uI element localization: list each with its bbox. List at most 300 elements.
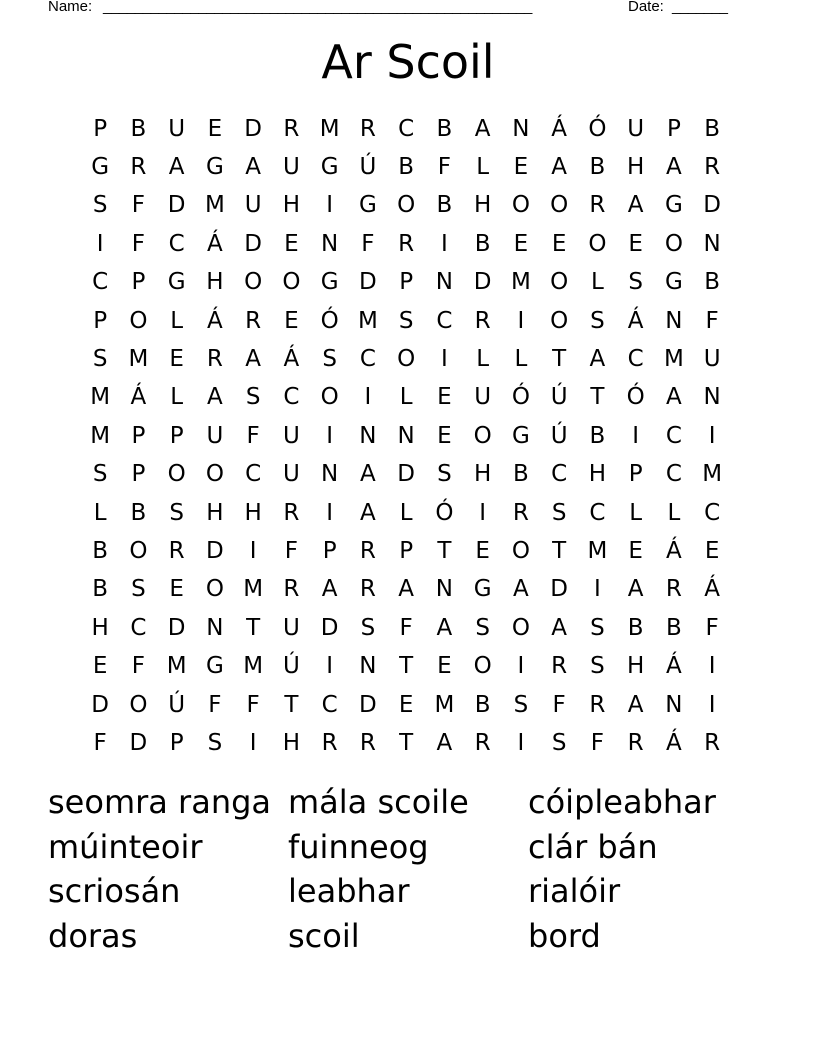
grid-letter: B [92, 576, 109, 603]
grid-letter: B [704, 269, 721, 296]
grid-letter: R [130, 154, 147, 181]
grid-letter: P [628, 461, 643, 488]
grid-letter: D [206, 537, 224, 564]
grid-letter: F [131, 230, 145, 257]
grid-letter: S [590, 307, 605, 334]
grid-letter: M [90, 422, 111, 449]
grid-letter: Ó [588, 115, 607, 142]
grid-letter: I [440, 346, 448, 373]
grid-letter: I [440, 230, 448, 257]
grid-letter: F [705, 307, 719, 334]
grid-letter: N [665, 691, 683, 718]
grid-letter: P [131, 269, 146, 296]
grid-letter: A [360, 499, 376, 526]
grid-letter: Á [207, 230, 223, 257]
grid-letter: A [551, 154, 567, 181]
grid-letter: N [435, 576, 453, 603]
grid-letter: D [167, 192, 186, 219]
grid-letter: C [321, 691, 338, 718]
grid-letter: P [131, 461, 146, 488]
grid-letter: N [359, 422, 377, 449]
grid-letter: R [283, 576, 300, 603]
grid-letter: I [517, 307, 525, 334]
grid-letter: A [666, 154, 682, 181]
grid-letter: I [517, 653, 525, 680]
grid-letter: O [244, 269, 263, 296]
grid-letter: A [168, 154, 185, 181]
grid-letter: T [437, 537, 452, 564]
grid-letter: O [320, 384, 339, 411]
word-list-item: mála scoile [288, 783, 469, 821]
grid-letter: R [245, 307, 262, 334]
grid-letter: M [434, 691, 455, 718]
grid-letter: A [627, 192, 644, 219]
grid-letter: D [244, 115, 262, 142]
grid-letter: C [130, 614, 147, 641]
grid-letter: D [167, 614, 186, 641]
grid-letter: U [474, 384, 492, 411]
grid-letter: S [513, 691, 529, 718]
grid-letter: C [704, 499, 721, 526]
grid-letter: R [704, 729, 721, 756]
grid-letter: E [207, 115, 223, 142]
grid-letter: I [249, 537, 257, 564]
grid-letter: O [282, 269, 301, 296]
grid-letter: R [321, 729, 338, 756]
grid-letter: O [588, 230, 607, 257]
grid-letter: S [245, 384, 261, 411]
grid-letter: U [627, 115, 645, 142]
grid-letter: C [665, 461, 682, 488]
grid-letter: O [550, 192, 569, 219]
grid-letter: H [244, 499, 262, 526]
grid-letter: C [283, 384, 300, 411]
grid-letter: P [93, 307, 108, 334]
grid-letter: F [399, 614, 413, 641]
grid-letter: C [398, 115, 415, 142]
grid-letter: Ú [550, 422, 568, 449]
grid-letter: S [92, 461, 108, 488]
grid-letter: L [629, 499, 643, 526]
grid-letter: O [167, 461, 186, 488]
grid-letter: L [170, 384, 184, 411]
grid-letter: S [551, 729, 567, 756]
grid-letter: A [474, 115, 491, 142]
grid-letter: M [243, 653, 264, 680]
grid-letter: I [326, 192, 334, 219]
grid-letter: N [359, 653, 377, 680]
date-label: Date: [628, 0, 664, 15]
grid-letter: U [168, 115, 186, 142]
grid-letter: B [92, 537, 109, 564]
word-list [48, 780, 748, 958]
grid-letter: O [511, 537, 530, 564]
grid-letter: I [479, 499, 487, 526]
grid-letter: C [168, 230, 185, 257]
grid-letter: M [128, 346, 149, 373]
grid-letter: I [249, 729, 257, 756]
grid-letter: D [703, 192, 721, 219]
grid-letter: I [708, 653, 716, 680]
grid-letter: P [93, 115, 108, 142]
grid-letter: B [130, 115, 147, 142]
grid-letter: L [399, 499, 413, 526]
grid-letter: E [92, 653, 108, 680]
grid-letter: L [93, 499, 107, 526]
word-list-item: clár bán [528, 827, 658, 866]
grid-letter: R [512, 499, 529, 526]
grid-letter: U [282, 422, 300, 449]
grid-letter: R [359, 729, 376, 756]
grid-letter: E [437, 422, 452, 449]
grid-letter: H [206, 499, 224, 526]
grid-letter: I [326, 422, 334, 449]
grid-letter: G [91, 154, 110, 181]
grid-letter: S [437, 461, 452, 488]
grid-letter: R [704, 154, 721, 181]
grid-letter: F [590, 729, 604, 756]
grid-letter: G [664, 269, 683, 296]
grid-letter: L [476, 346, 490, 373]
word-search-grid [81, 110, 731, 763]
grid-letter: P [322, 537, 337, 564]
grid-letter: I [326, 499, 334, 526]
grid-letter: D [397, 461, 415, 488]
grid-letter: R [474, 307, 491, 334]
grid-letter: F [284, 537, 298, 564]
grid-letter: I [517, 729, 525, 756]
grid-letter: T [399, 653, 414, 680]
grid-letter: T [246, 614, 261, 641]
grid-letter: F [246, 691, 260, 718]
grid-letter: O [205, 461, 224, 488]
grid-letter: I [96, 230, 104, 257]
grid-letter: C [551, 461, 568, 488]
grid-letter: S [92, 192, 108, 219]
grid-letter: M [90, 384, 111, 411]
grid-letter: Á [666, 653, 682, 680]
grid-letter: Á [551, 115, 567, 142]
grid-letter: G [473, 576, 492, 603]
grid-letter: S [590, 653, 605, 680]
grid-letter: G [205, 653, 224, 680]
grid-letter: R [551, 653, 568, 680]
word-list-item: scoil [288, 916, 360, 955]
grid-letter: M [204, 192, 225, 219]
grid-letter: U [282, 614, 300, 641]
grid-letter: D [473, 269, 492, 296]
grid-letter: E [284, 307, 299, 334]
grid-letter: F [552, 691, 566, 718]
grid-letter: D [359, 269, 377, 296]
grid-letter: I [708, 691, 716, 718]
grid-letter: M [166, 653, 187, 680]
grid-letter: S [590, 614, 605, 641]
grid-letter: R [589, 192, 606, 219]
grid-letter: S [131, 576, 146, 603]
word-list-item: doras [48, 916, 138, 955]
grid-letter: B [474, 230, 491, 257]
grid-letter: N [435, 269, 453, 296]
grid-letter: O [664, 230, 683, 257]
grid-letter: N [321, 230, 339, 257]
grid-letter: U [244, 192, 262, 219]
grid-letter: Ó [435, 499, 454, 526]
grid-letter: H [473, 192, 492, 219]
grid-letter: C [436, 307, 453, 334]
grid-letter: F [208, 691, 222, 718]
grid-letter: Ú [282, 653, 300, 680]
grid-letter: G [167, 269, 186, 296]
grid-letter: R [359, 115, 376, 142]
grid-letter: B [704, 115, 721, 142]
grid-letter: Á [130, 384, 147, 411]
grid-letter: E [513, 154, 529, 181]
grid-letter: Á [207, 307, 223, 334]
grid-letter: E [398, 691, 414, 718]
grid-letter: R [474, 729, 491, 756]
grid-letter: O [511, 614, 530, 641]
grid-letter: E [704, 537, 720, 564]
grid-letter: O [129, 537, 148, 564]
grid-letter: Á [666, 729, 682, 756]
grid-letter: E [169, 576, 184, 603]
grid-letter: A [666, 384, 682, 411]
grid-letter: O [129, 691, 148, 718]
grid-letter: A [627, 691, 644, 718]
grid-letter: I [326, 653, 334, 680]
grid-letter: A [436, 729, 453, 756]
grid-letter: M [587, 537, 608, 564]
worksheet-header [0, 0, 816, 18]
grid-letter: L [170, 307, 184, 334]
grid-letter: C [359, 346, 376, 373]
grid-letter: I [364, 384, 372, 411]
grid-letter: A [513, 576, 529, 603]
grid-letter: S [322, 346, 337, 373]
grid-letter: R [168, 537, 185, 564]
grid-letter: A [245, 154, 261, 181]
grid-letter: Ú [550, 384, 568, 411]
grid-letter: O [397, 346, 416, 373]
grid-letter: P [169, 729, 184, 756]
grid-letter: H [282, 192, 301, 219]
grid-letter: M [243, 576, 264, 603]
grid-letter: C [665, 422, 682, 449]
grid-letter: L [514, 346, 528, 373]
grid-letter: E [513, 230, 529, 257]
grid-letter: D [91, 691, 109, 718]
grid-letter: L [667, 499, 681, 526]
grid-letter: A [551, 614, 567, 641]
grid-letter: F [246, 422, 260, 449]
word-list-item: múinteoir [48, 827, 203, 866]
word-list-item: leabhar [288, 872, 410, 910]
grid-letter: B [512, 461, 529, 488]
grid-letter: R [665, 576, 682, 603]
grid-letter: G [358, 192, 377, 219]
grid-letter: D [320, 614, 339, 641]
grid-letter: T [399, 729, 414, 756]
grid-letter: L [399, 384, 413, 411]
grid-letter: S [628, 269, 643, 296]
grid-letter: I [708, 422, 716, 449]
grid-letter: B [589, 154, 606, 181]
grid-letter: E [437, 653, 452, 680]
grid-letter: R [627, 729, 644, 756]
grid-letter: Ó [511, 384, 530, 411]
grid-letter: B [436, 192, 453, 219]
grid-letter: E [628, 537, 643, 564]
grid-letter: D [129, 729, 148, 756]
grid-letter: B [436, 115, 453, 142]
word-list-item: rialóir [528, 872, 621, 910]
grid-letter: S [92, 346, 108, 373]
grid-letter: S [207, 729, 223, 756]
grid-letter: Ú [359, 154, 377, 181]
grid-letter: G [664, 192, 683, 219]
grid-letter: M [702, 461, 723, 488]
grid-letter: O [511, 192, 530, 219]
grid-letter: U [703, 346, 721, 373]
grid-letter: H [626, 154, 645, 181]
grid-letter: H [473, 461, 492, 488]
grid-letter: E [475, 537, 490, 564]
page-title: Ar Scoil [321, 35, 495, 89]
grid-letter: O [397, 192, 416, 219]
grid-letter: L [476, 154, 490, 181]
grid-letter: G [511, 422, 530, 449]
grid-letter: T [552, 537, 567, 564]
grid-letter: N [703, 384, 721, 411]
grid-letter: R [206, 346, 223, 373]
grid-letter: U [206, 422, 224, 449]
grid-letter: C [92, 269, 109, 296]
grid-letter: E [169, 346, 184, 373]
grid-letter: U [282, 461, 300, 488]
grid-letter: A [321, 576, 338, 603]
grid-letter: R [359, 576, 376, 603]
grid-letter: F [131, 192, 145, 219]
grid-letter: P [399, 537, 414, 564]
grid-letter: T [552, 346, 567, 373]
grid-letter: S [475, 614, 490, 641]
grid-letter: P [169, 422, 184, 449]
grid-letter: N [397, 422, 415, 449]
grid-letter: N [665, 307, 683, 334]
grid-letter: H [588, 461, 607, 488]
grid-letter: A [436, 614, 453, 641]
grid-letter: Á [627, 307, 644, 334]
grid-letter: A [207, 384, 223, 411]
grid-letter: G [320, 154, 339, 181]
grid-letter: S [551, 499, 567, 526]
grid-letter: B [665, 614, 682, 641]
grid-letter: A [360, 461, 376, 488]
grid-letter: N [703, 230, 721, 257]
grid-letter: B [627, 614, 644, 641]
grid-letter: A [398, 576, 414, 603]
grid-letter: Ú [168, 691, 186, 718]
grid-letter: H [91, 614, 109, 641]
grid-letter: B [589, 422, 606, 449]
grid-letter: F [705, 614, 719, 641]
grid-letter: H [626, 653, 645, 680]
grid-letter: S [398, 307, 414, 334]
grid-letter: B [474, 691, 491, 718]
grid-letter: N [206, 614, 224, 641]
grid-letter: C [627, 346, 644, 373]
grid-letter: P [666, 115, 681, 142]
grid-letter: D [244, 230, 262, 257]
grid-letter: U [282, 154, 300, 181]
name-blank-line: ______________________________________________________ [103, 0, 532, 15]
grid-letter: E [284, 230, 299, 257]
grid-letter: T [590, 384, 605, 411]
grid-letter: D [359, 691, 377, 718]
grid-letter: N [512, 115, 530, 142]
grid-letter: G [320, 269, 339, 296]
grid-letter: Á [666, 537, 682, 564]
grid-letter: L [590, 269, 604, 296]
grid-letter: S [360, 614, 376, 641]
grid-letter: F [361, 230, 375, 257]
grid-letter: H [282, 729, 301, 756]
grid-letter: O [550, 269, 569, 296]
grid-letter: E [551, 230, 567, 257]
grid-letter: P [131, 422, 146, 449]
grid-letter: R [283, 115, 300, 142]
grid-letter: Ó [626, 384, 645, 411]
name-label: Name: [48, 0, 93, 15]
grid-letter: O [205, 576, 224, 603]
grid-letter: E [437, 384, 452, 411]
grid-letter: E [628, 230, 643, 257]
grid-letter: M [510, 269, 531, 296]
word-list-item: seomra ranga [48, 783, 272, 821]
date-blank-line: _______ [672, 0, 728, 15]
grid-letter: D [550, 576, 568, 603]
grid-letter: O [129, 307, 148, 334]
grid-letter: T [284, 691, 299, 718]
grid-letter: O [550, 307, 569, 334]
word-list-item: cóipleabhar [528, 783, 716, 821]
grid-letter: C [245, 461, 262, 488]
grid-letter: M [357, 307, 378, 334]
grid-letter: F [131, 653, 145, 680]
grid-letter: F [437, 154, 451, 181]
grid-letter: H [206, 269, 224, 296]
grid-letter: B [398, 154, 415, 181]
grid-letter: R [589, 691, 606, 718]
grid-letter: I [593, 576, 601, 603]
word-list-item: scriosán [48, 872, 181, 910]
grid-letter: Á [704, 576, 720, 603]
grid-letter: O [473, 422, 492, 449]
word-list-item: fuinneog [288, 827, 429, 866]
grid-letter: S [169, 499, 184, 526]
grid-letter: P [399, 269, 414, 296]
grid-letter: M [663, 346, 684, 373]
grid-letter: R [359, 537, 376, 564]
grid-letter: C [589, 499, 606, 526]
grid-letter: Á [283, 346, 300, 373]
word-list-item: bord [528, 916, 601, 955]
grid-letter: A [589, 346, 606, 373]
grid-letter: G [205, 154, 224, 181]
grid-letter: O [473, 653, 492, 680]
grid-letter: R [283, 499, 300, 526]
